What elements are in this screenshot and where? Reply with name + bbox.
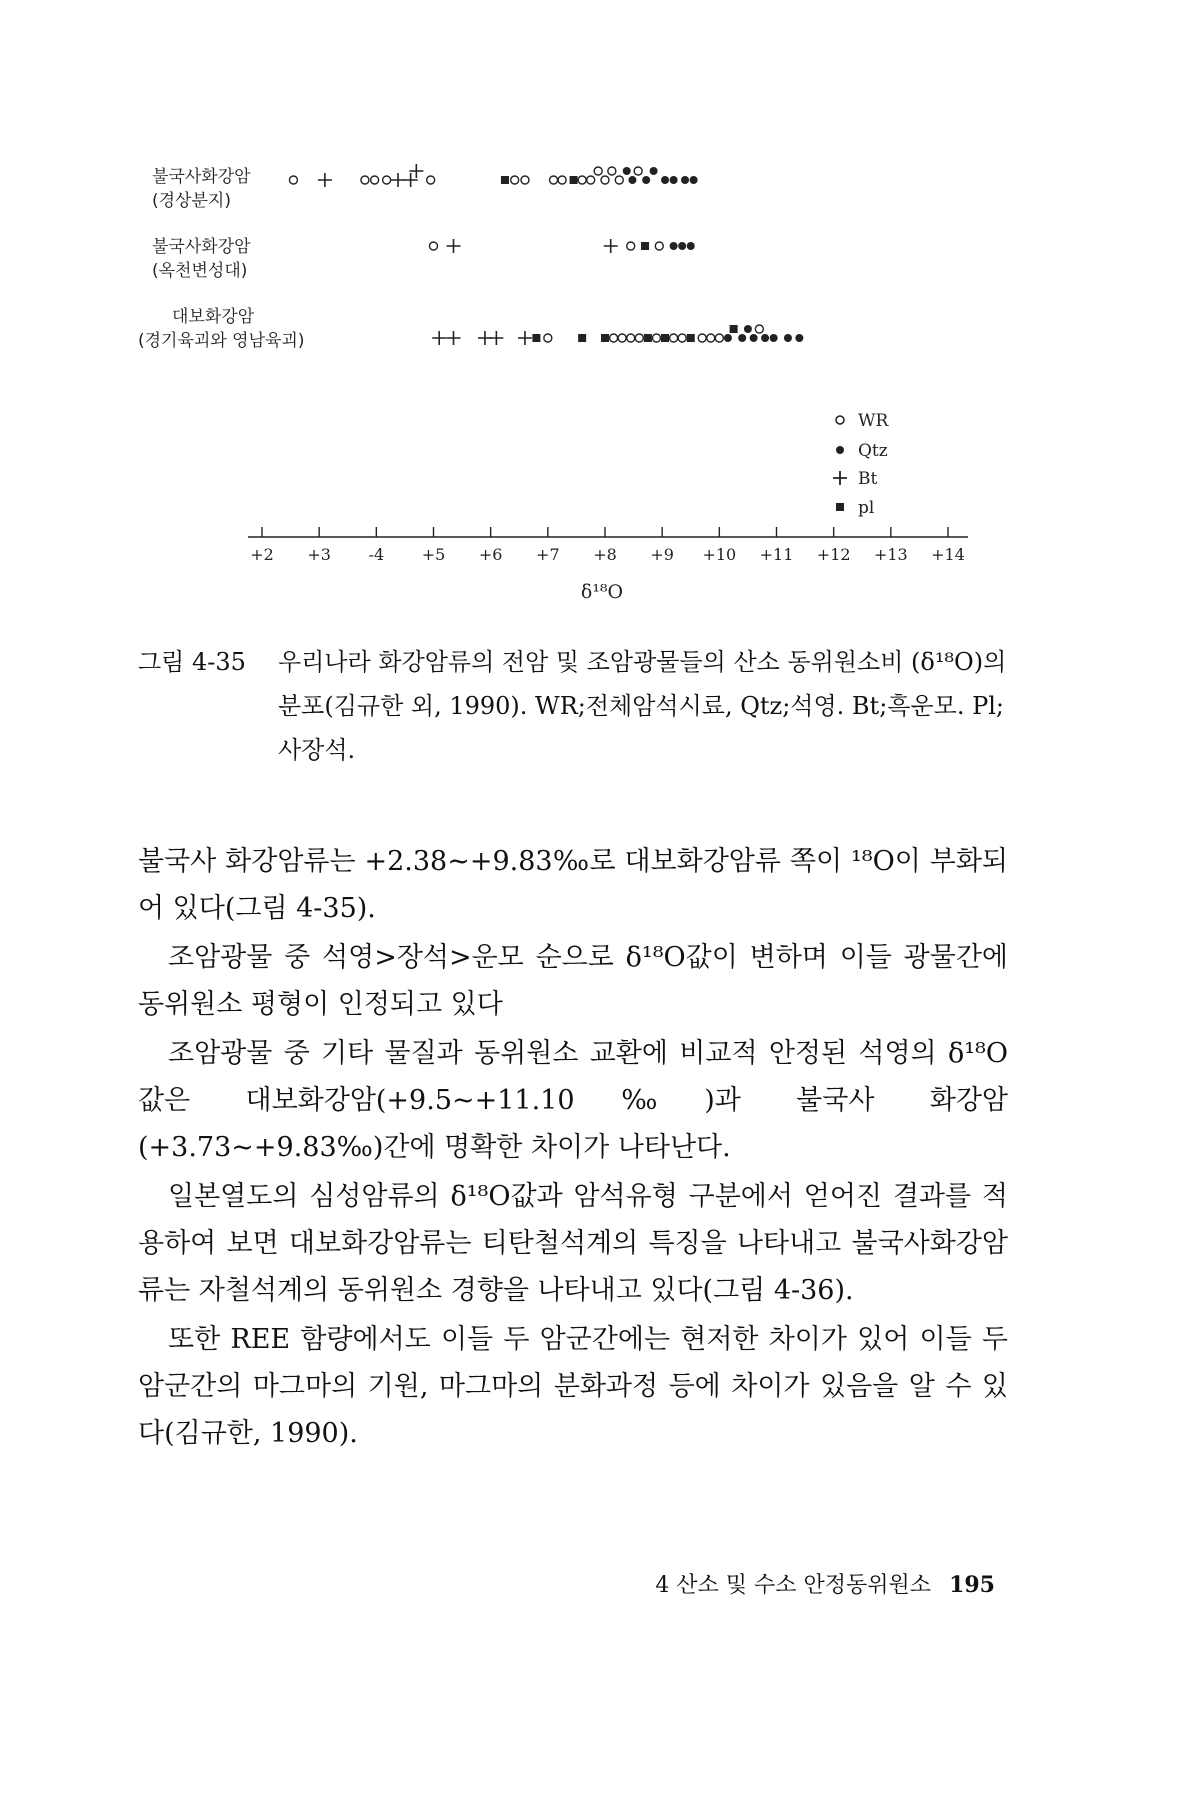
x-axis-label: δ¹⁸O [580,581,624,603]
wr-point [578,176,586,184]
x-tick-label: +5 [421,545,446,564]
qtz-point [770,334,778,342]
qtz-point [670,242,678,250]
bt-point [518,331,532,345]
wr-point [678,334,686,342]
bt-point [432,331,446,345]
legend-label-pl: pl [858,498,875,518]
x-tick-label: +10 [702,545,737,564]
x-tick-label: +11 [759,545,794,564]
x-axis [248,527,968,564]
wr-point [655,242,663,250]
qtz-point [628,176,636,184]
wr-point [289,176,297,184]
wr-point [594,167,602,175]
legend-symbol-qtz [836,446,844,454]
data-points [289,164,803,345]
qtz-point [687,242,695,250]
qtz-point [642,176,650,184]
qtz-point [661,176,669,184]
wr-point [610,334,618,342]
pl-point [730,325,738,333]
caption-text: 우리나라 화강암류의 전암 및 조암광물들의 산소 동위원소비 (δ¹⁸O)의 분포(김규한 외, 1990). WR;전체암석시료, Qtz;석영. Bt;흑운모. Pl;사장석. [278,648,1007,764]
wr-point [427,176,435,184]
qtz-point [750,334,758,342]
paragraph-3: 조암광물 중 기타 물질과 동위원소 교환에 비교적 안정된 석영의 δ¹⁸O값은 대보화강암(+9.5~+11.10‰)과 불국사 화강암(+3.73~+9.83‰)간에 명확한 차이가 나타난다. [138,1038,1008,1163]
pl-point [578,334,586,342]
paragraph-2: 조암광물 중 석영>장석>운모 순으로 δ¹⁸O값이 변하며 이들 광물간에 동위원소 평형이 인정되고 있다 [138,942,1008,1020]
pl-point [661,334,669,342]
wr-point [587,176,595,184]
bt-point [404,173,418,187]
wr-point [755,325,763,333]
wr-point [371,176,379,184]
bt-point [604,239,618,253]
legend-symbol-bt [833,471,847,485]
caption-number: 그림 4-35 [138,648,246,676]
wr-point [670,334,678,342]
legend-label-wr: WR [858,411,889,431]
paragraph-4: 일본열도의 심성암류의 δ¹⁸O값과 암석유형 구분에서 얻어진 결과를 적용하여 보면 대보화강암류는 티탄철석계의 특징을 나타내고 불국사화강암류는 자철석계의 동위원소 경향을 나타내고 있다(그림 4-36). [138,1181,1008,1306]
qtz-point [795,334,803,342]
pl-point [601,334,609,342]
qtz-point [623,167,631,175]
qtz-point [761,334,769,342]
paragraph-5: 또한 REE 함량에서도 이들 두 암군간에는 현저한 차이가 있어 이들 두 암군간의 마그마의 기원, 마그마의 분화과정 등에 차이가 있음을 알 수 있다(김규한, 1990). [138,1324,1008,1449]
group-label-2-line2: (옥천변성대) [152,261,248,281]
group-label-2-line1: 불국사화강암 [152,237,251,257]
bt-point [409,164,423,178]
bt-point [447,239,461,253]
wr-point [634,167,642,175]
wr-point [521,176,529,184]
footer-section: 4 산소 및 수소 안정동위원소 [655,1573,932,1598]
pl-point [501,176,509,184]
legend [833,411,889,518]
x-tick-label: +14 [931,545,965,564]
oxygen-isotope-chart [0,0,1200,620]
qtz-point [738,334,746,342]
qtz-point [670,176,678,184]
qtz-point [650,167,658,175]
wr-point [652,334,660,342]
wr-point [361,176,369,184]
legend-symbol-wr [836,416,844,424]
wr-point [383,176,391,184]
pl-point [644,334,652,342]
bt-point [489,331,503,345]
pl-point [687,334,695,342]
qtz-point [678,242,686,250]
pl-point [532,334,540,342]
legend-label-bt: Bt [858,469,878,489]
legend-label-qtz: Qtz [858,441,888,461]
wr-point [608,167,616,175]
pl-point [570,176,578,184]
group-label-3-line2: (경기육괴와 영남육괴) [138,331,305,351]
x-tick-label: +13 [873,545,908,564]
wr-point [430,242,438,250]
figure-caption [138,640,1008,772]
page-footer [655,1568,995,1599]
bt-point [447,331,461,345]
page-number: 195 [949,1572,995,1598]
wr-point [698,334,706,342]
bt-point [391,173,405,187]
legend-symbol-pl [836,503,844,511]
wr-point [511,176,519,184]
bt-point [318,173,332,187]
qtz-point [724,334,732,342]
x-tick-label: +6 [478,545,503,564]
pl-point [641,242,649,250]
wr-point [618,334,626,342]
wr-point [635,334,643,342]
x-tick-label: -4 [368,545,385,564]
qtz-point [690,176,698,184]
wr-point [615,176,623,184]
x-tick-label: +9 [650,545,674,564]
wr-point [601,176,609,184]
group-label-1-line2: (경상분지) [152,191,231,211]
x-tick-label: +3 [307,545,331,564]
x-tick-label: +7 [536,545,560,564]
wr-point [627,334,635,342]
qtz-point [784,334,792,342]
wr-point [558,176,566,184]
wr-point [715,334,723,342]
wr-point [627,242,635,250]
wr-point [707,334,715,342]
wr-point [550,176,558,184]
wr-point [544,334,552,342]
paragraph-1: 불국사 화강암류는 +2.38~+9.83‰로 대보화강암류 쪽이 ¹⁸O이 부화되어 있다(그림 4-35). [138,846,1008,924]
qtz-point [744,325,752,333]
x-tick-label: +2 [250,545,274,564]
group-label-3-line1: 대보화강암 [172,307,255,327]
x-tick-label: +8 [593,545,617,564]
x-tick-label: +12 [816,545,851,564]
group-labels [138,166,304,351]
group-label-1-line1: 불국사화강암 [152,167,251,187]
qtz-point [681,176,689,184]
body-text [138,838,1008,1459]
